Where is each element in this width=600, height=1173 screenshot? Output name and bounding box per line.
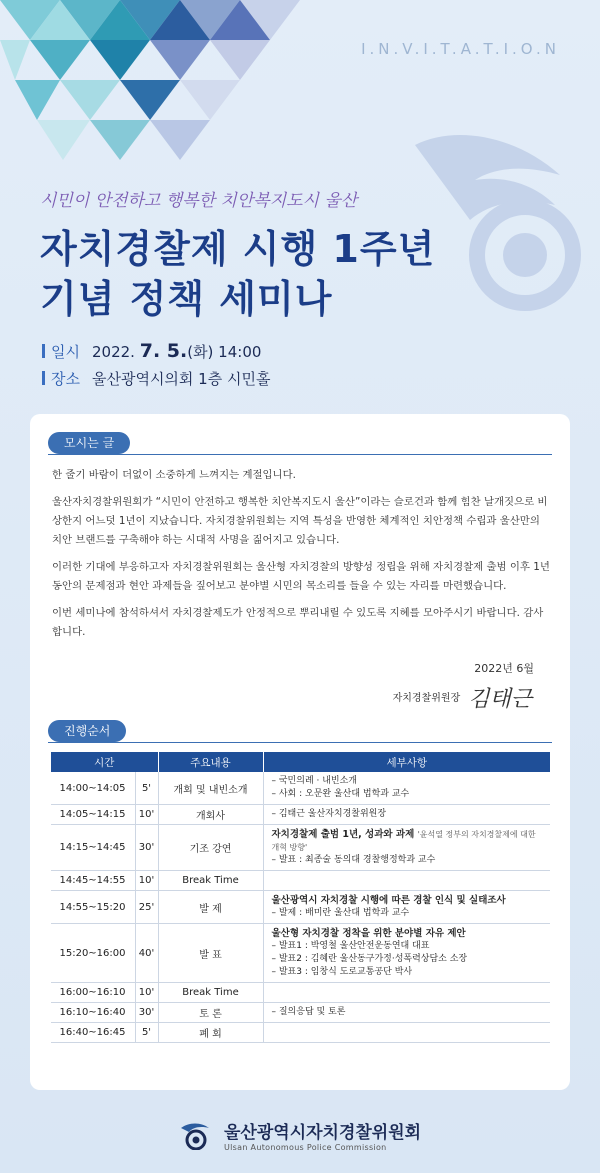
- table-row: [51, 1023, 551, 1043]
- details-cell: [263, 891, 550, 924]
- details-cell: [263, 805, 550, 825]
- handwritten-signature: 김태근: [468, 687, 532, 712]
- schedule-heading: 진행순서: [48, 720, 126, 742]
- signature-block: [393, 682, 532, 713]
- event-date-row: [42, 340, 261, 362]
- main-content-cell: 개회 및 내빈소개: [158, 772, 263, 805]
- place-value: 울산광역시의회 1층 시민홀: [91, 370, 271, 388]
- time-cell: 16:00~16:10: [51, 983, 136, 1003]
- duration-cell: 10': [135, 805, 158, 825]
- date-month-day: 7. 5.: [139, 340, 188, 362]
- letter-heading: 모시는 글: [48, 432, 130, 454]
- schedule-table: [50, 752, 550, 1043]
- duration-cell: 30': [135, 1003, 158, 1023]
- date-label: 일시: [51, 343, 80, 361]
- detail-line: – 질의응답 및 토론: [271, 1007, 346, 1017]
- main-title-line1: 자치경찰제 시행 1주년: [40, 227, 436, 271]
- detail-line: – 발표2 : 김혜란 울산동구가정·성폭력상담소 소장: [271, 954, 468, 964]
- signer-title: 자치경찰위원장: [392, 693, 461, 704]
- table-row: [51, 1003, 551, 1023]
- date-prefix: 2022.: [91, 343, 135, 361]
- duration-cell: 5': [135, 1023, 158, 1043]
- table-row: [51, 924, 551, 983]
- detail-line: – 발표1 : 박영철 울산안전운동연대 대표: [271, 941, 430, 951]
- col-header-time: 시간: [51, 752, 159, 772]
- detail-title: [272, 828, 543, 854]
- police-commission-logo-icon: [179, 1120, 213, 1150]
- place-label: 장소: [51, 370, 80, 388]
- divider: [48, 454, 552, 455]
- duration-cell: 40': [135, 924, 158, 983]
- duration-cell: 10': [135, 983, 158, 1003]
- details-cell: [263, 983, 550, 1003]
- detail-line: – 발표 : 최종술 동의대 경찰행정학과 교수: [271, 855, 436, 865]
- main-title-line2: 기념 정책 세미나: [40, 277, 333, 321]
- detail-title: [272, 927, 543, 940]
- details-cell: [263, 871, 550, 891]
- table-header-row: [51, 752, 551, 772]
- table-row: [51, 825, 551, 871]
- details-cell: [263, 1003, 550, 1023]
- main-content-cell: Break Time: [158, 871, 263, 891]
- main-content-cell: Break Time: [158, 983, 263, 1003]
- duration-cell: 10': [135, 871, 158, 891]
- time-cell: 14:45~14:55: [51, 871, 136, 891]
- detail-line: – 발제 : 배미란 울산대 법학과 교수: [271, 908, 410, 918]
- details-cell: [263, 1023, 550, 1043]
- table-row: [51, 805, 551, 825]
- main-content-cell: 토 론: [158, 1003, 263, 1023]
- time-cell: 14:00~14:05: [51, 772, 136, 805]
- detail-title-note: '윤석열 정부의 자치경찰제에 대한 개혁 방향': [271, 830, 536, 852]
- main-content-cell: 개회사: [158, 805, 263, 825]
- main-content-cell: 기조 강연: [158, 825, 263, 871]
- eagle-emblem-watermark: [385, 105, 600, 320]
- divider: [48, 742, 552, 743]
- detail-title-text: 울산광역시 자치경찰 시행에 따른 경찰 인식 및 실태조사: [271, 895, 506, 906]
- details-cell: [263, 825, 550, 871]
- duration-cell: 30': [135, 825, 158, 871]
- org-name: [224, 1118, 421, 1152]
- details-cell: [263, 772, 550, 805]
- table-row: [51, 772, 551, 805]
- detail-line: – 국민의례 · 내빈소개: [271, 776, 357, 786]
- geometric-triangles-decoration: [0, 0, 330, 170]
- detail-title-text: 울산형 자치경찰 정착을 위한 분야별 자유 제안: [271, 928, 466, 939]
- org-name-korean: 울산광역시자치경찰위원회: [224, 1123, 422, 1143]
- invitation-letter: [52, 466, 552, 650]
- letter-date: 2022년 6월: [474, 662, 534, 675]
- table-row: [51, 891, 551, 924]
- main-content-cell: 발 표: [158, 924, 263, 983]
- col-header-main: 주요내용: [158, 752, 263, 772]
- detail-line: – 사회 : 오문완 울산대 법학과 교수: [271, 789, 410, 799]
- table-row: [51, 983, 551, 1003]
- bullet-bar: [42, 371, 45, 385]
- detail-line: – 발표3 : 임창식 도로교통공단 박사: [271, 967, 413, 977]
- event-place-row: [42, 368, 270, 389]
- invitation-label: I.N.V.I.T.A.T.I.O.N: [361, 40, 560, 58]
- bullet-bar: [42, 344, 45, 358]
- detail-line: – 김태근 울산자치경찰위원장: [271, 809, 387, 819]
- time-cell: 16:40~16:45: [51, 1023, 136, 1043]
- content-card: [30, 414, 570, 1090]
- org-name-english: Ulsan Autonomous Police Commission: [224, 1143, 387, 1152]
- time-cell: 15:20~16:00: [51, 924, 136, 983]
- time-cell: 16:10~16:40: [51, 1003, 136, 1023]
- duration-cell: 25': [135, 891, 158, 924]
- date-suffix: (화) 14:00: [187, 343, 262, 361]
- time-cell: 14:15~14:45: [51, 825, 136, 871]
- details-cell: [263, 924, 550, 983]
- letter-paragraph: 이번 세미나에 참석하셔서 자치경찰제도가 안정적으로 뿌리내릴 수 있도록 지혜를 모아주시기 바랍니다. 감사합니다.: [52, 607, 544, 638]
- col-header-details: 세부사항: [263, 752, 550, 772]
- duration-cell: 5': [135, 772, 158, 805]
- letter-paragraph: 한 줄기 바람이 더없이 소중하게 느껴지는 계절입니다.: [52, 469, 296, 481]
- time-cell: 14:05~14:15: [51, 805, 136, 825]
- table-row: [51, 871, 551, 891]
- detail-title: [272, 894, 543, 907]
- time-cell: 14:55~15:20: [51, 891, 136, 924]
- letter-paragraph: 울산자치경찰위원회가 “시민이 안전하고 행복한 치안복지도시 울산”이라는 슬로건과 함께 힘찬 날개짓으로 비상한지 어느덧 1년이 지났습니다. 자치경찰위원회는 지역 특성을 반영한 체계적인 치안정책 수립과 울산만의 치안 브랜드를 구축해야 하는 시대적 사명을 짊어지고 있습니다.: [52, 496, 548, 546]
- letter-paragraph: 이러한 기대에 부응하고자 자치경찰위원회는 울산형 자치경찰의 방향성 정립을 위해 자치경찰제 출범 이후 1년 동안의 문제점과 현안 과제들을 짚어보고 분야별 시민의 목소리를 들을 수 있는 자리를 마련했습니다.: [52, 561, 550, 592]
- slogan-subtitle: 시민이 안전하고 행복한 치안복지도시 울산: [40, 191, 358, 211]
- main-content-cell: 발 제: [158, 891, 263, 924]
- detail-title-text: 자치경찰제 출범 1년, 성과와 과제: [271, 829, 415, 840]
- footer: [0, 1118, 600, 1152]
- main-content-cell: 폐 회: [158, 1023, 263, 1043]
